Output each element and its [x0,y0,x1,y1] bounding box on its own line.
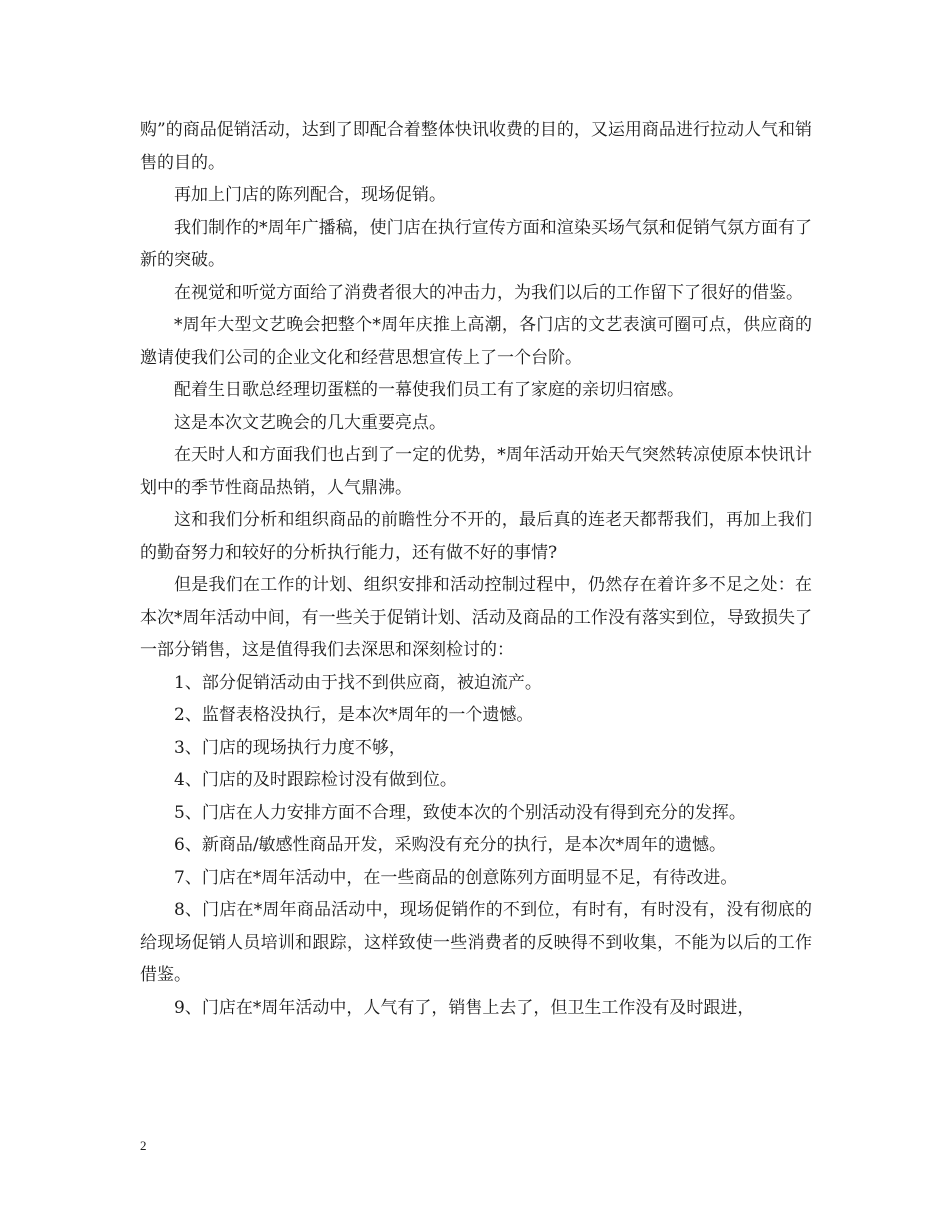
document-body [140,114,812,1024]
paragraph: 这是本次文艺晚会的几大重要亮点。 [174,412,446,433]
list-item: 8、门店在*周年商品活动中，现场促销作的不到位，有时有，有时没有，没有彻底的给现场促销人员培训和跟踪，这样致使一些消费者的反映得不到收集，不能为以后的工作借鉴。 [140,900,812,985]
list-item: 9、门店在*周年活动中，人气有了，销售上去了，但卫生工作没有及时跟进， [174,997,755,1018]
paragraph: 购”的商品促销活动，达到了即配合着整体快讯收费的目的，又运用商品进行拉动人气和销售的目的。 [140,120,812,173]
paragraph: 这和我们分析和组织商品的前瞻性分不开的，最后真的连老天都帮我们，再加上我们的勤奋努力和较好的分析执行能力，还有做不好的事情? [140,510,812,563]
paragraph: 但是我们在工作的计划、组织安排和活动控制过程中，仍然存在着许多不足之处：在本次*周年活动中间，有一些关于促销计划、活动及商品的工作没有落实到位，导致损失了一部分销售，这是值得我们去深思和深刻检讨的： [140,575,812,660]
paragraph: 在视觉和听觉方面给了消费者很大的冲击力，为我们以后的工作留下了很好的借鉴。 [174,282,803,303]
paragraph: 配着生日歌总经理切蛋糕的一幕使我们员工有了家庭的亲切归宿感。 [174,380,684,400]
paragraph: 我们制作的*周年广播稿，使门店在执行宣传方面和渲染买场气氛和促销气氛方面有了新的突破。 [140,217,812,270]
list-item: 4、门店的及时跟踪检讨没有做到位。 [174,770,457,790]
list-item: 3、门店的现场执行力度不够， [174,737,406,758]
paragraph: 在天时人和方面我们也占到了一定的优势，*周年活动开始天气突然转凉使原本快讯计划中的季节性商品热销，人气鼎沸。 [140,445,812,498]
list-item: 5、门店在人力安排方面不合理，致使本次的个别活动没有得到充分的发挥。 [174,802,746,823]
paragraph: *周年大型文艺晚会把整个*周年庆推上高潮，各门店的文艺表演可圈可点，供应商的邀请使我们公司的企业文化和经营思想宣传上了一个台阶。 [140,315,812,368]
paragraph: 再加上门店的陈列配合，现场促销。 [174,185,446,205]
list-item: 1、部分促销活动由于找不到供应商，被迫流产。 [174,672,542,693]
list-item: 2、监督表格没执行，是本次*周年的一个遗憾。 [174,705,534,725]
list-item: 7、门店在*周年活动中，在一些商品的创意陈列方面明显不足，有待改进。 [174,867,738,888]
page-number: 2 [140,1138,147,1153]
list-item: 6、新商品/敏感性商品开发，采购没有充分的执行，是本次*周年的遗憾。 [174,835,727,855]
